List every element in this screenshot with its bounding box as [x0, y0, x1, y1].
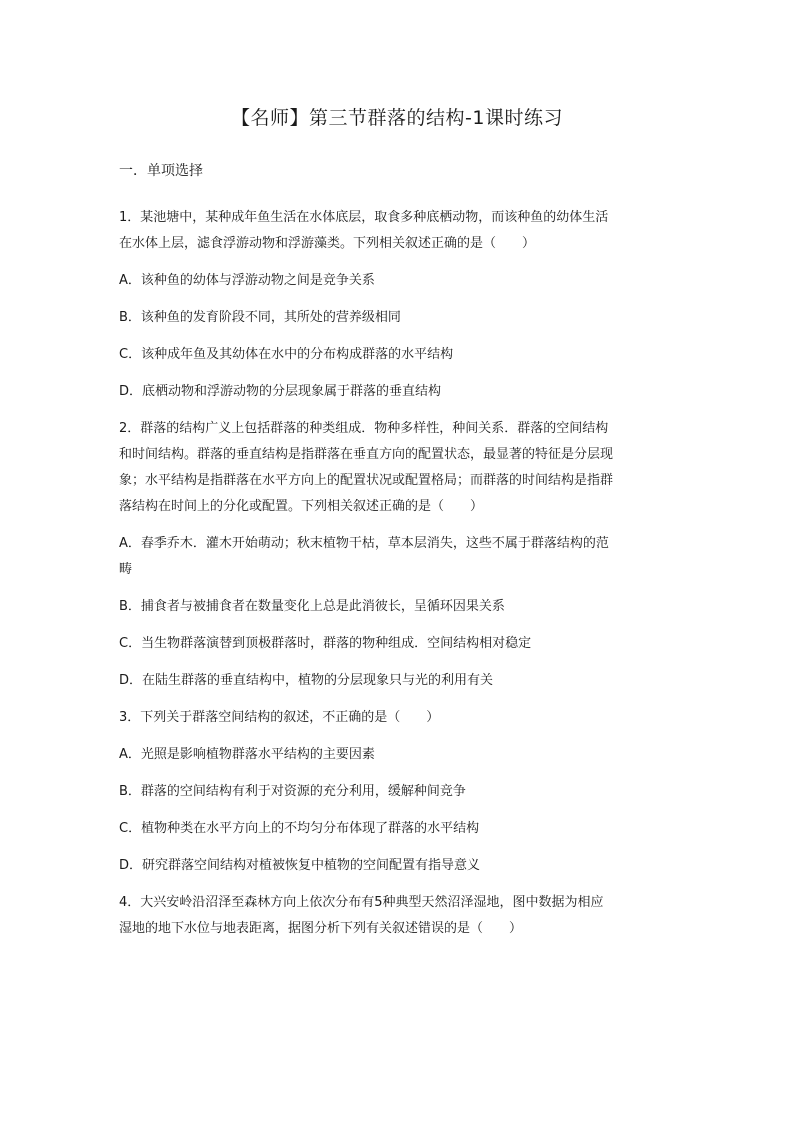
question-paragraph	[119, 379, 679, 405]
section-heading: 一．单项选择	[119, 163, 203, 179]
question-paragraph	[119, 268, 679, 294]
text-line: 1．某池塘中，某种成年鱼生活在水体底层，取食多种底栖动物，而该种鱼的幼体生活	[119, 210, 609, 225]
text-line: D．在陆生群落的垂直结构中，植物的分层现象只与光的利用有关	[119, 673, 494, 688]
question-paragraph	[119, 631, 679, 657]
text-line: B．该种鱼的发育阶段不同，其所处的营养级相同	[119, 310, 401, 325]
text-line: 4．大兴安岭沿沼泽至森林方向上依次分布有5种典型天然沼泽湿地，图中数据为相应	[119, 895, 604, 910]
text-line: C．植物种类在水平方向上的不均匀分布体现了群落的水平结构	[119, 821, 480, 836]
text-line: B．捕食者与被捕食者在数量变化上总是此消彼长，呈循环因果关系	[119, 599, 505, 614]
text-line: D．底栖动物和浮游动物的分层现象属于群落的垂直结构	[119, 384, 442, 399]
text-line: 畴	[119, 562, 133, 577]
text-line: 2．群落的结构广义上包括群落的种类组成．物种多样性，种间关系．群落的空间结构	[119, 421, 609, 436]
question-paragraph	[119, 416, 679, 520]
question-paragraph	[119, 594, 679, 620]
document-title: 【名师】第三节群落的结构-1课时练习	[231, 107, 563, 129]
text-line: 落结构在时间上的分化或配置。下列相关叙述正确的是（ ）	[119, 499, 484, 514]
question-paragraph	[119, 816, 679, 842]
question-paragraph	[119, 305, 679, 331]
text-line: 湿地的地下水位与地表距离，据图分析下列有关叙述错误的是（ ）	[119, 921, 523, 936]
text-line: A．光照是影响植物群落水平结构的主要因素	[119, 747, 375, 762]
text-line: 象；水平结构是指群落在水平方向上的配置状况或配置格局；而群落的时间结构是指群	[119, 473, 614, 488]
text-line: D．研究群落空间结构对植被恢复中植物的空间配置有指导意义	[119, 858, 481, 873]
question-list	[119, 205, 679, 953]
question-paragraph	[119, 890, 679, 942]
question-paragraph	[119, 705, 679, 731]
question-paragraph	[119, 668, 679, 694]
text-line: A．该种鱼的幼体与浮游动物之间是竞争关系	[119, 273, 375, 288]
question-paragraph	[119, 531, 679, 583]
text-line: A．春季乔木．灌木开始萌动；秋末植物干枯，草本层消失，这些不属于群落结构的范	[119, 536, 609, 551]
question-paragraph	[119, 205, 679, 257]
text-line: B．群落的空间结构有利于对资源的充分利用，缓解种间竞争	[119, 784, 466, 799]
text-line: 3．下列关于群落空间结构的叙述，不正确的是（ ）	[119, 710, 440, 725]
question-paragraph	[119, 742, 679, 768]
text-line: C．该种成年鱼及其幼体在水中的分布构成群落的水平结构	[119, 347, 454, 362]
text-line: 和时间结构。群落的垂直结构是指群落在垂直方向的配置状态，最显著的特征是分层现	[119, 447, 614, 462]
text-line: 在水体上层，滤食浮游动物和浮游藻类。下列相关叙述正确的是（ ）	[119, 236, 536, 251]
question-paragraph	[119, 342, 679, 368]
text-line: C．当生物群落演替到顶极群落时，群落的物种组成．空间结构相对稳定	[119, 636, 532, 651]
question-paragraph	[119, 853, 679, 879]
question-paragraph	[119, 779, 679, 805]
